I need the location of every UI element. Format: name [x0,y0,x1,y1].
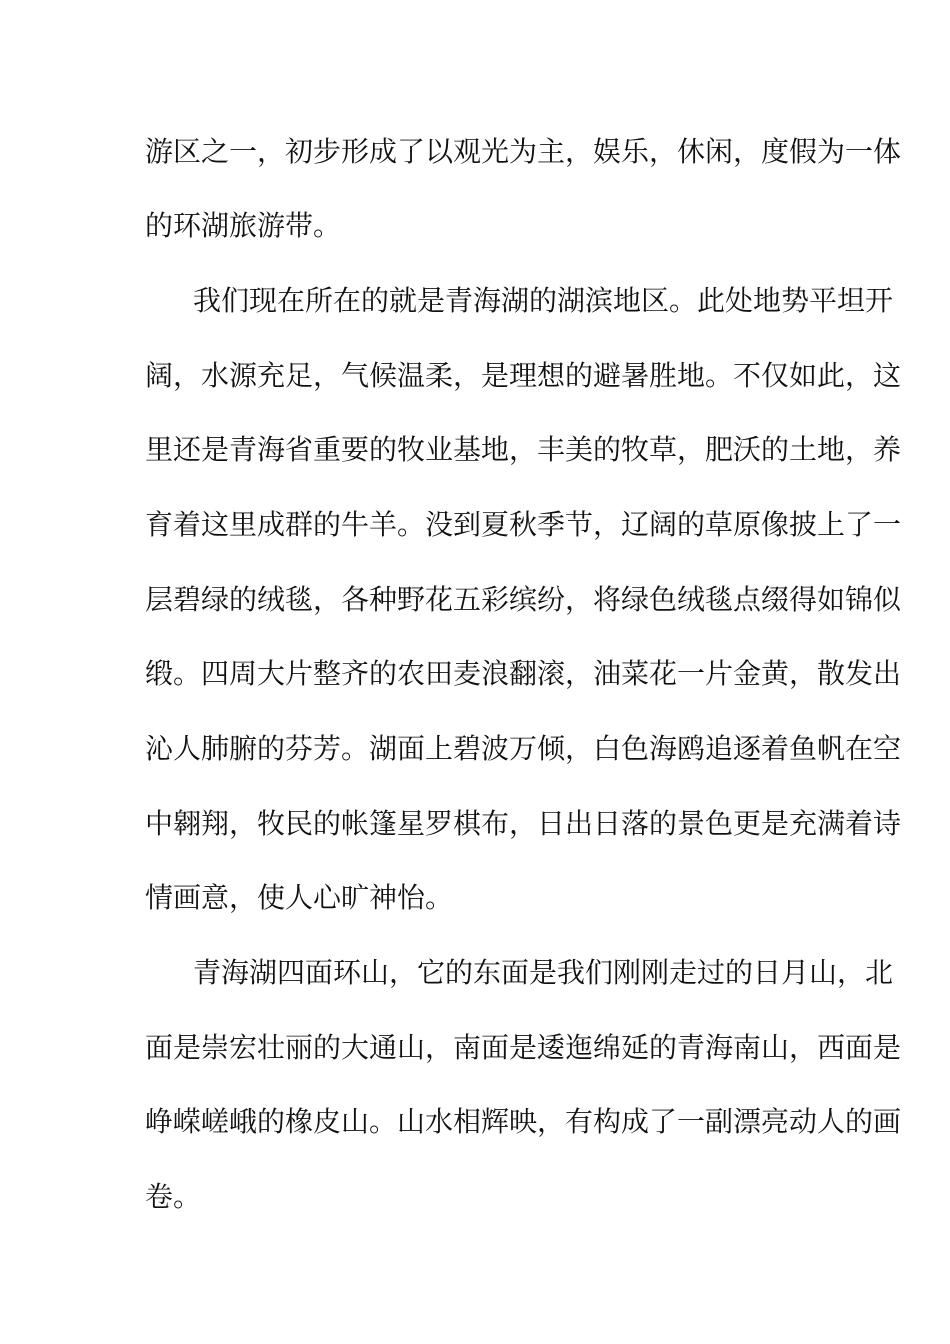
text-line: 面是崇宏壮丽的大通山，南面是逶迤绵延的青海南山，西面是 [145,1031,902,1064]
text-line: 育着这里成群的牛羊。没到夏秋季节，辽阔的草原像披上了一 [145,508,902,541]
paragraph-first-line: 我们现在所在的就是青海湖的湖滨地区。此处地势平坦开 [193,284,894,317]
text-line: 阔，水源充足，气候温柔，是理想的避暑胜地。不仅如此，这 [145,359,902,392]
text-line: 的环湖旅游带。 [145,209,342,242]
text-line: 里还是青海省重要的牧业基地，丰美的牧草，肥沃的土地，养 [145,433,902,466]
text-line: 缎。四周大片整齐的农田麦浪翻滚，油菜花一片金黄，散发出 [145,657,902,690]
text-line: 层碧绿的绒毯，各种野花五彩缤纷，将绿色绒毯点缀得如锦似 [145,583,902,616]
text-line: 沁人肺腑的芬芳。湖面上碧波万倾，白色海鸥追逐着鱼帆在空 [145,732,902,765]
text-line: 峥嵘嵯峨的橡皮山。山水相辉映，有构成了一副漂亮动人的画 [145,1105,902,1138]
text-line: 游区之一，初步形成了以观光为主，娱乐，休闲，度假为一体 [145,135,902,168]
text-line: 情画意，使人心旷神怡。 [145,881,454,914]
text-line: 卷。 [145,1180,202,1213]
text-line: 中翱翔，牧民的帐篷星罗棋布，日出日落的景色更是充满着诗 [145,807,902,840]
paragraph-first-line: 青海湖四面环山，它的东面是我们刚刚走过的日月山，北 [193,956,894,989]
